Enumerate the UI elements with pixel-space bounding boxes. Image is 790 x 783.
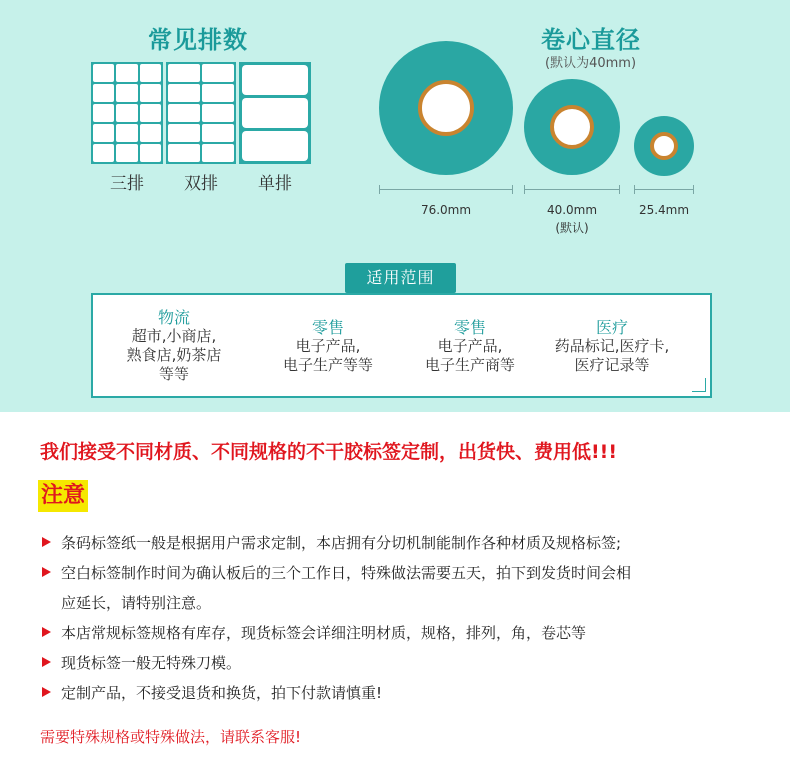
range-item-line: 电子生产商等 [424,356,515,374]
core-76mm [418,80,474,136]
notice-bullet [42,532,621,553]
notice-bullet-text: 本店常规标签规格有库存，现货标签会详细注明材质，规格，排列，角，卷芯等 [61,624,587,642]
core-40mm [550,105,594,149]
range-corner-decoration [692,378,706,392]
roll-76mm [379,41,513,175]
single-column-sheet [239,62,311,164]
dimension-line-40mm [524,189,620,190]
single-column-label: 单排 [258,174,292,194]
three-column-sheet [91,62,163,164]
notice-bullet [42,652,241,673]
notice-bullet-text: 空白标签制作时间为确认板后的三个工作日，特殊做法需要五天，拍下到发货时间会相 [61,564,632,582]
size-label-76mm: 76.0mm [420,203,472,217]
range-item-line: 等等 [158,365,189,383]
contact-note: 需要特殊规格或特殊做法，请联系客服! [40,728,302,746]
notice-bullet-text: 条码标签纸一般是根据用户需求定制，本店拥有分切机制能制作各种材质及规格标签; [61,534,622,552]
range-item-title: 零售 [453,318,486,337]
notice-bullet-continuation: 应延长，请特别注意。 [61,594,212,612]
range-item-title: 物流 [157,308,190,327]
range-item-line: 医疗记录等 [574,356,650,374]
notice-bullet-text: 定制产品，不接受退货和换货，拍下付款请慎重! [61,684,383,702]
range-item-title: 零售 [311,318,344,337]
dimension-line-76mm [379,189,513,190]
size-note-40mm: (默认) [555,221,589,235]
roll-40mm [524,79,620,175]
roll-subtitle: (默认为40mm) [545,56,637,71]
notice-bullet-text: 现货标签一般无特殊刀模。 [61,654,242,672]
size-label-40mm: 40.0mm [546,203,598,217]
triangle-bullet-icon [42,627,51,637]
notice-title: 注意 [38,480,88,512]
dimension-line-25mm [634,189,694,190]
range-item-logistics [108,308,240,384]
range-item-line: 电子产品, [295,337,361,355]
range-item-title: 医疗 [595,318,628,337]
range-item-retail-1 [262,318,394,375]
two-column-label: 双排 [184,174,218,194]
triangle-bullet-icon [42,657,51,667]
three-column-label: 三排 [110,174,144,194]
size-label-25mm: 25.4mm [638,203,690,217]
notice-bullet [42,622,586,643]
core-25mm [650,132,678,160]
range-item-medical [536,318,688,375]
arrangement-title: 常见排数 [148,26,248,54]
roll-title: 卷心直径 [541,26,641,54]
range-tab: 适用范围 [345,263,456,293]
triangle-bullet-icon [42,687,51,697]
range-item-line: 药品标记,医疗卡, [554,337,670,355]
two-column-sheet [166,62,236,164]
range-item-line: 电子产品, [437,337,503,355]
triangle-bullet-icon [42,537,51,547]
notice-bullet [42,562,631,583]
range-item-line: 熟食店,奶茶店 [126,346,222,364]
range-item-retail-2 [404,318,536,375]
range-item-line: 电子生产等等 [282,356,373,374]
roll-25mm [634,116,694,176]
triangle-bullet-icon [42,567,51,577]
range-item-line: 超市,小商店, [131,327,217,345]
promo-text: 我们接受不同材质、不同规格的不干胶标签定制，出货快、费用低!!! [40,441,617,463]
notice-bullet [42,682,382,703]
